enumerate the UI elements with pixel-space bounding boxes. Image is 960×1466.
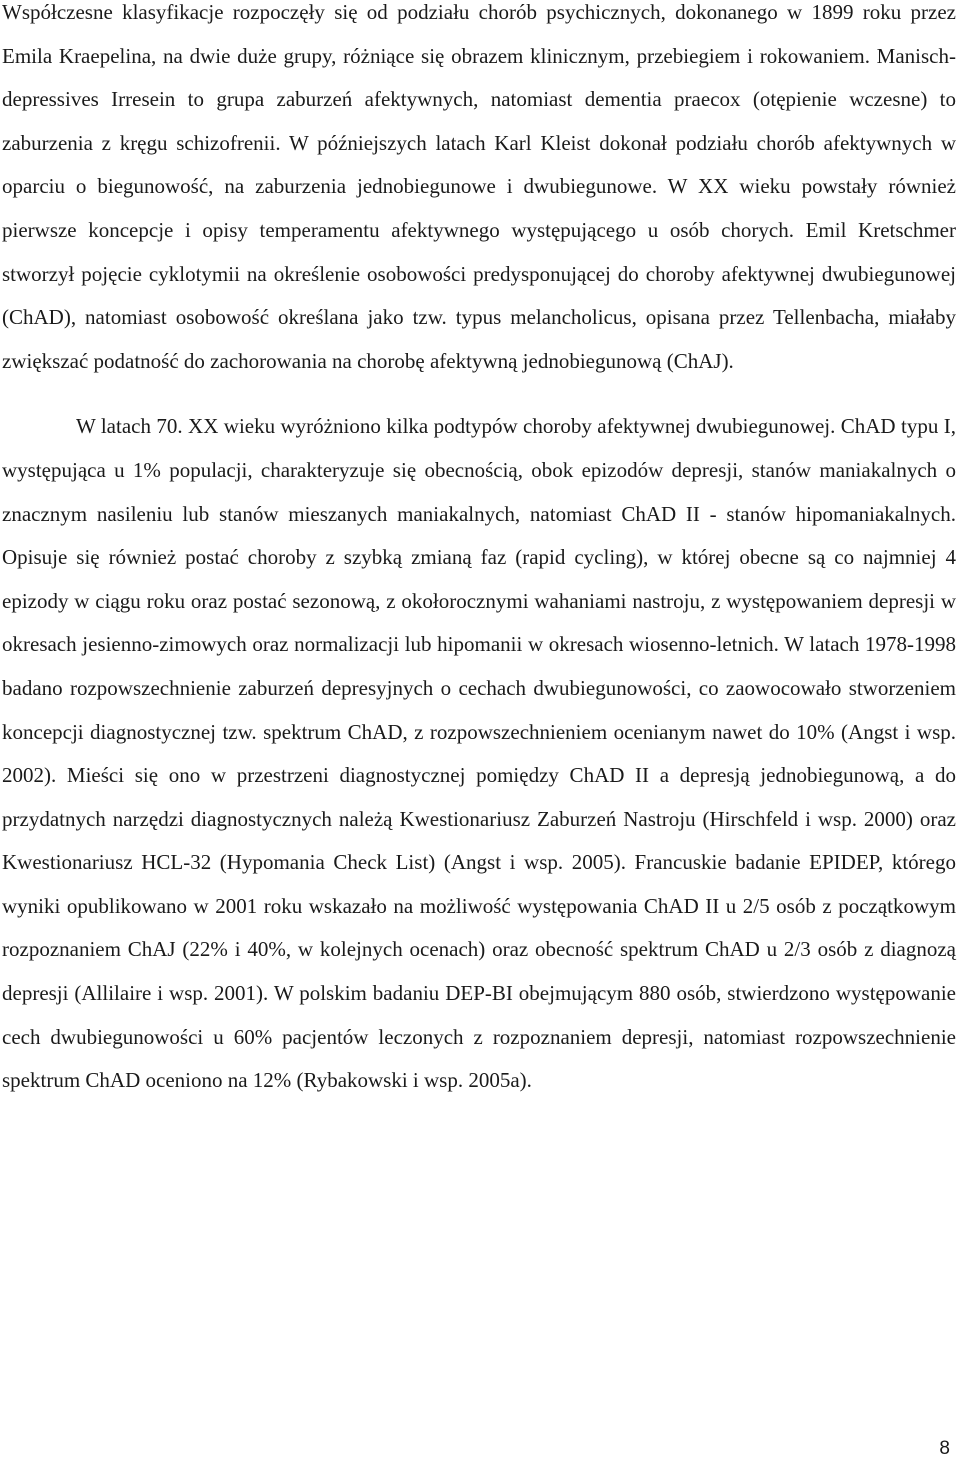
paragraph-bipolar-subtypes: W latach 70. XX wieku wyróżniono kilka podtypów choroby afektywnej dwubiegunowej. ChAD typu I, występująca u 1% populacji, charakteryzuje się obecnością, obok epizodów depresji, stanów maniakalnych o znacznym nasileniu lub stanów mieszanych maniakalnych, natomiast ChAD II - stanów hipomaniakalnych. Opisuje się również postać choroby z szybką zmianą faz (rapid cycling), w której obecne są co najmniej 4 epizody w ciągu roku oraz postać sezonową, z okołorocznymi wahaniami nastroju, z występowaniem depresji w okresach jesienno-zimowych oraz normalizacji lub hipomanii w okresach wiosenno-letnich. W latach 1978-1998 badano rozpowszechnienie zaburzeń depresyjnych o cechach dwubiegunowości, co zaowocowało stworzeniem koncepcji diagnostycznej tzw. spektrum ChAD, z rozpowszechnieniem ocenianym nawet do 10% (Angst i wsp. 2002). Mieści się ono w przestrzeni diagnostycznej pomiędzy ChAD II a depresją jednobiegunową, a do przydatnych narzędzi diagnostycznych należą Kwestionariusz Zaburzeń Nastroju (Hirschfeld i wsp. 2000) oraz Kwestionariusz HCL-32 (Hypomania Check List) (Angst i wsp. 2005). Francuskie badanie EPIDEP, którego wyniki opublikowano w 2001 roku wskazało na możliwość występowania ChAD II u 2/5 osób z początkowym rozpoznaniem ChAJ (22% i 40%, w kolejnych ocenach) oraz obecność spektrum ChAD u 2/3 osób z diagnozą depresji (Allilaire i wsp. 2001). W polskim badaniu DEP-BI obejmującym 880 osób, stwierdzono występowanie cech dwubiegunowości u 60% pacjentów leczonych z rozpoznaniem depresji, natomiast rozpowszechnienie spektrum ChAD oceniono na 12% (Rybakowski i wsp. 2005a).	[2, 414, 956, 1093]
paragraph-classification-history: Współczesne klasyfikacje rozpoczęły się od podziału chorób psychicznych, dokonanego w 1899 roku przez Emila Kraepelina, na dwie duże grupy, różniące się obrazem klinicznym, przebiegiem i rokowaniem. Manisch-depressives Irresein to grupa zaburzeń afektywnych, natomiast dementia praecox (otępienie wczesne) to zaburzenia z kręgu schizofrenii. W późniejszych latach Karl Kleist dokonał podziału chorób afektywnych w oparciu o biegunowość, na zaburzenia jednobiegunowe i dwubiegunowe. W XX wieku powstały również pierwsze koncepcje i opisy temperamentu afektywnego występującego u osób chorych. Emil Kretschmer stworzył pojęcie cyklotymii na określenie osobowości predysponującej do choroby afektywnej dwubiegunowej (ChAD), natomiast osobowość określana jako tzw. typus melancholicus, opisana przez Tellenbacha, miałaby zwiększać podatność do zachorowania na chorobę afektywną jednobiegunową (ChAJ).	[2, 0, 956, 373]
document-body	[2, 0, 956, 1103]
page-number: 8	[939, 1438, 950, 1459]
